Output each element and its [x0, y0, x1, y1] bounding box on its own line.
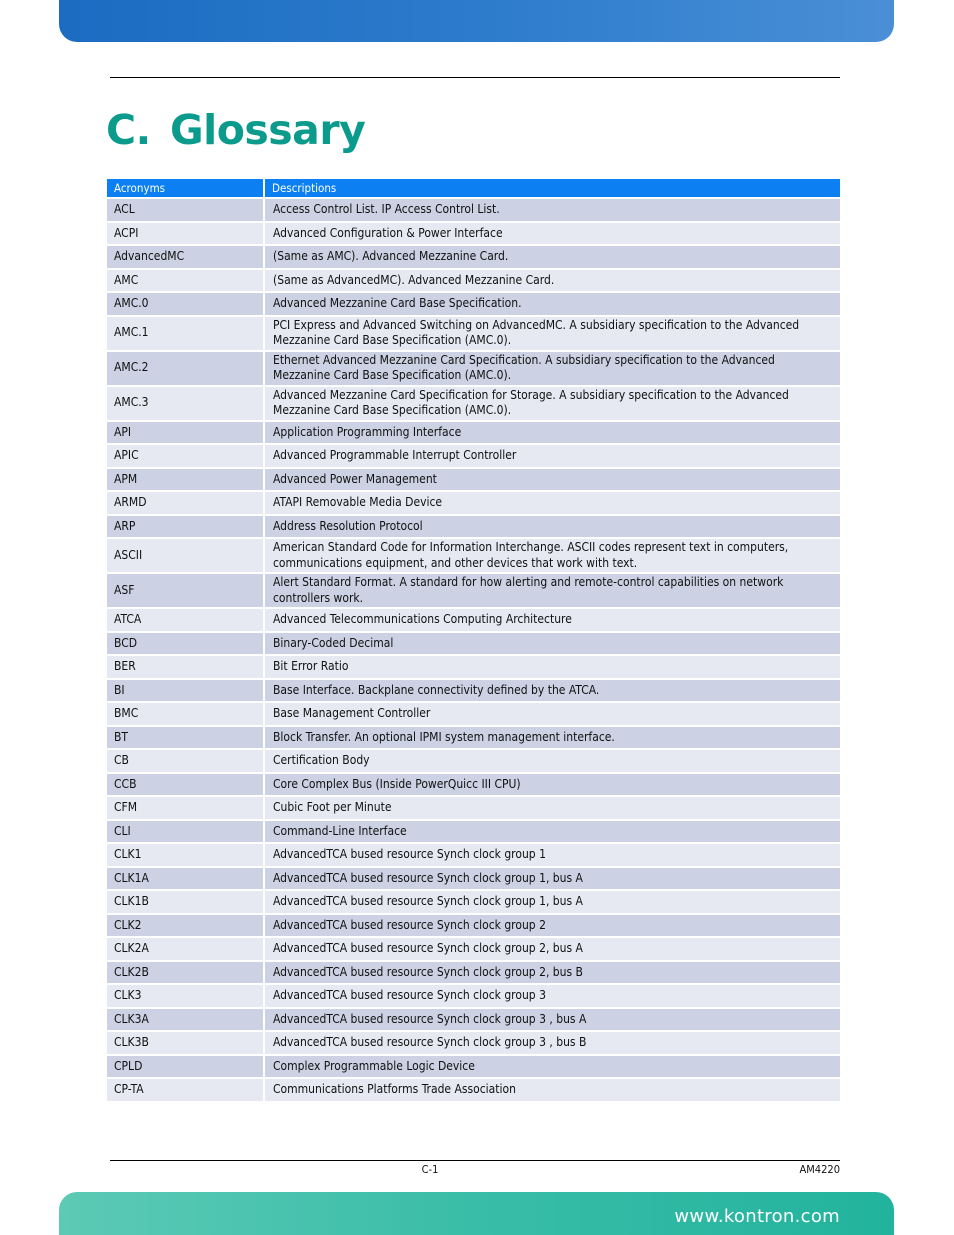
description-cell: PCI Express and Advanced Switching on AdvancedMC. A subsidiary specification to the Advanced Mezzanine Card Base Specification (AMC.0). [265, 317, 840, 352]
table-row [107, 727, 840, 751]
acronym-cell: ARP [107, 516, 265, 540]
description-cell: Advanced Telecommunications Computing Architecture [265, 609, 840, 633]
description-cell: AdvancedTCA bused resource Synch clock group 2 [265, 915, 840, 939]
table-row [107, 680, 840, 704]
table-row [107, 844, 840, 868]
acronym-cell: ARMD [107, 492, 265, 516]
document-id: AM4220 [799, 1163, 840, 1176]
table-row [107, 656, 840, 680]
acronym-cell: CLK1A [107, 868, 265, 892]
description-cell: AdvancedTCA bused resource Synch clock group 3 , bus B [265, 1032, 840, 1056]
description-cell: Base Interface. Backplane connectivity defined by the ATCA. [265, 680, 840, 704]
acronym-cell: BT [107, 727, 265, 751]
description-cell: Advanced Mezzanine Card Specification for Storage. A subsidiary specification to the Advanced Mezzanine Card Base Specification (AMC.0). [265, 387, 840, 422]
description-cell: Block Transfer. An optional IPMI system management interface. [265, 727, 840, 751]
table-row [107, 633, 840, 657]
description-cell: Application Programming Interface [265, 422, 840, 446]
acronym-cell: ATCA [107, 609, 265, 633]
description-cell: AdvancedTCA bused resource Synch clock group 1 [265, 844, 840, 868]
acronym-cell: AMC [107, 270, 265, 294]
description-cell: Ethernet Advanced Mezzanine Card Specification. A subsidiary specification to the Advanced Mezzanine Card Base Specification (AMC.0). [265, 352, 840, 387]
acronym-cell: APM [107, 469, 265, 493]
table-row [107, 317, 840, 352]
description-cell: Access Control List. IP Access Control List. [265, 199, 840, 223]
acronym-cell: ACPI [107, 223, 265, 247]
table-row [107, 1032, 840, 1056]
description-cell: ATAPI Removable Media Device [265, 492, 840, 516]
acronym-cell: AMC.2 [107, 352, 265, 387]
page-title [106, 100, 365, 160]
acronym-cell: BI [107, 680, 265, 704]
description-cell: Advanced Configuration & Power Interface [265, 223, 840, 247]
acronym-cell: CCB [107, 774, 265, 798]
table-row [107, 199, 840, 223]
footer-rule [110, 1160, 840, 1161]
acronym-cell: BMC [107, 703, 265, 727]
glossary-body [107, 199, 840, 1103]
acronym-cell: CLK3B [107, 1032, 265, 1056]
description-cell: American Standard Code for Information Interchange. ASCII codes represent text in computers, communications equipment, and other devices that work with text. [265, 539, 840, 574]
acronym-cell: CLK1B [107, 891, 265, 915]
acronym-cell: CLK3A [107, 1009, 265, 1033]
website-link[interactable]: www.kontron.com [674, 1206, 840, 1227]
table-row [107, 703, 840, 727]
table-row [107, 387, 840, 422]
table-row [107, 821, 840, 845]
column-header-descriptions: Descriptions [265, 179, 840, 199]
acronym-cell: CLK1 [107, 844, 265, 868]
table-row [107, 293, 840, 317]
chapter-title: Glossary [170, 106, 366, 154]
acronym-cell: CLK2A [107, 938, 265, 962]
description-cell: AdvancedTCA bused resource Synch clock group 1, bus A [265, 868, 840, 892]
table-row [107, 246, 840, 270]
description-cell: AdvancedTCA bused resource Synch clock group 3 , bus A [265, 1009, 840, 1033]
acronym-cell: CLI [107, 821, 265, 845]
description-cell: Bit Error Ratio [265, 656, 840, 680]
table-row [107, 469, 840, 493]
description-cell: (Same as AdvancedMC). Advanced Mezzanine Card. [265, 270, 840, 294]
acronym-cell: ASCII [107, 539, 265, 574]
table-row [107, 352, 840, 387]
acronym-cell: CLK2 [107, 915, 265, 939]
table-row [107, 938, 840, 962]
table-row [107, 492, 840, 516]
description-cell: Address Resolution Protocol [265, 516, 840, 540]
table-row [107, 868, 840, 892]
description-cell: Advanced Mezzanine Card Base Specification. [265, 293, 840, 317]
description-cell: Cubic Foot per Minute [265, 797, 840, 821]
header-rule [110, 77, 840, 78]
table-row [107, 516, 840, 540]
table-row [107, 609, 840, 633]
column-header-acronyms: Acronyms [107, 179, 265, 199]
acronym-cell: AMC.0 [107, 293, 265, 317]
header-banner [59, 0, 894, 42]
acronym-cell: CLK3 [107, 985, 265, 1009]
description-cell: AdvancedTCA bused resource Synch clock group 1, bus A [265, 891, 840, 915]
table-row [107, 1009, 840, 1033]
acronym-cell: AMC.3 [107, 387, 265, 422]
description-cell: Advanced Power Management [265, 469, 840, 493]
footer-banner [59, 1192, 894, 1235]
acronym-cell: ASF [107, 574, 265, 609]
glossary-table [107, 179, 840, 1103]
page-number: C-1 [421, 1163, 439, 1176]
table-row [107, 1056, 840, 1080]
table-row [107, 422, 840, 446]
acronym-cell: API [107, 422, 265, 446]
table-row [107, 574, 840, 609]
acronym-cell: AMC.1 [107, 317, 265, 352]
acronym-cell: BCD [107, 633, 265, 657]
table-row [107, 1079, 840, 1103]
acronym-cell: CPLD [107, 1056, 265, 1080]
description-cell: Communications Platforms Trade Association [265, 1079, 840, 1103]
acronym-cell: CFM [107, 797, 265, 821]
acronym-cell: APIC [107, 445, 265, 469]
acronym-cell: BER [107, 656, 265, 680]
table-row [107, 223, 840, 247]
table-row [107, 539, 840, 574]
table-row [107, 750, 840, 774]
description-cell: Base Management Controller [265, 703, 840, 727]
table-row [107, 891, 840, 915]
description-cell: Complex Programmable Logic Device [265, 1056, 840, 1080]
description-cell: AdvancedTCA bused resource Synch clock group 3 [265, 985, 840, 1009]
table-row [107, 774, 840, 798]
description-cell: Alert Standard Format. A standard for how alerting and remote-control capabilities on network controllers work. [265, 574, 840, 609]
description-cell: Binary-Coded Decimal [265, 633, 840, 657]
table-header-row [107, 179, 840, 199]
table-row [107, 445, 840, 469]
acronym-cell: AdvancedMC [107, 246, 265, 270]
acronym-cell: CB [107, 750, 265, 774]
description-cell: AdvancedTCA bused resource Synch clock group 2, bus B [265, 962, 840, 986]
description-cell: (Same as AMC). Advanced Mezzanine Card. [265, 246, 840, 270]
table-row [107, 962, 840, 986]
chapter-number: C. [106, 106, 151, 154]
acronym-cell: ACL [107, 199, 265, 223]
acronym-cell: CLK2B [107, 962, 265, 986]
description-cell: AdvancedTCA bused resource Synch clock group 2, bus A [265, 938, 840, 962]
table-row [107, 270, 840, 294]
description-cell: Certification Body [265, 750, 840, 774]
description-cell: Core Complex Bus (Inside PowerQuicc III CPU) [265, 774, 840, 798]
description-cell: Command-Line Interface [265, 821, 840, 845]
table-row [107, 915, 840, 939]
acronym-cell: CP-TA [107, 1079, 265, 1103]
table-row [107, 985, 840, 1009]
table-row [107, 797, 840, 821]
description-cell: Advanced Programmable Interrupt Controller [265, 445, 840, 469]
